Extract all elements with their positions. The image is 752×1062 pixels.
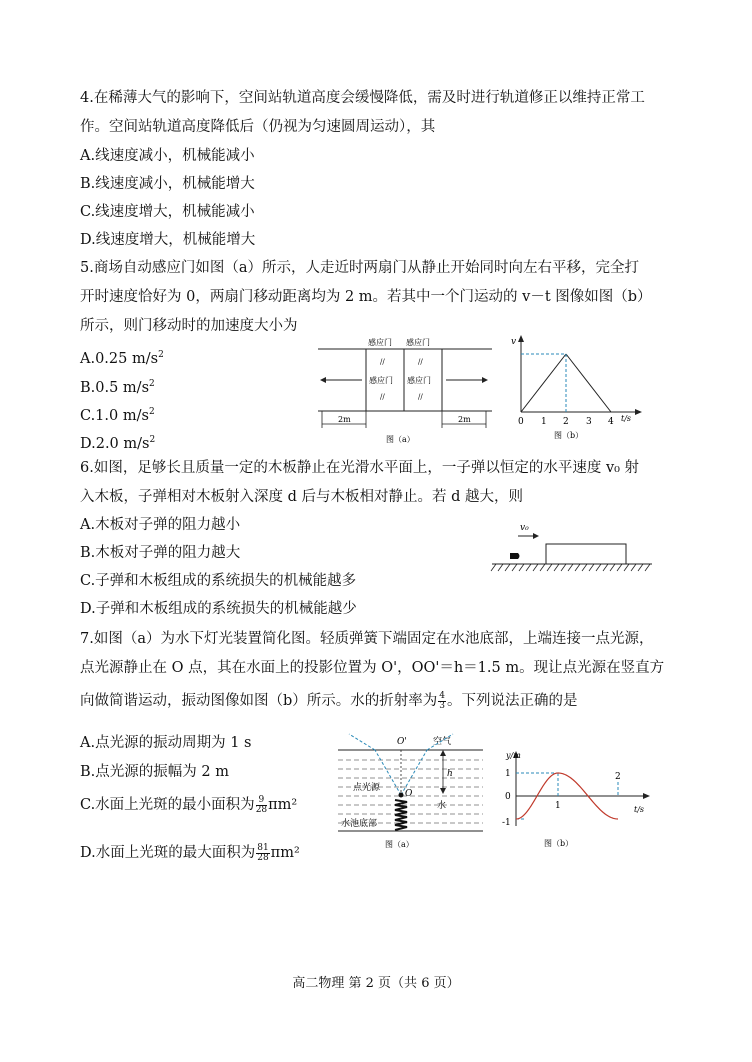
air-label: 空气 [433, 737, 452, 747]
q6-figure [490, 516, 656, 576]
v0-label: v₀ [520, 523, 529, 533]
q7-stem-line1: 7.如图（a）为水下灯光装置简化图。轻质弹簧下端固定在水池底部，上端连接一点光源， [80, 631, 654, 647]
q7-stem-line3: 向做简谐运动，振动图像如图（b）所示。水的折射率为 $\frac{4}{3}$ 。下列说法正确的是 [80, 690, 578, 711]
q7-stem-line2: 点光源静止在 O 点，其在水面上的投影位置为 O'，OO'＝h＝1.5 m。现让点光源在竖直方 [80, 660, 665, 676]
door-top-label-right: 感应门 [406, 338, 430, 347]
q7-fig-a-caption: 图（a） [385, 840, 414, 849]
t-tick-2: 2 [563, 417, 569, 427]
q5-stem-line1: 5.商场自动感应门如图（a）所示，人走近时两扇门从静止开始同时向左右平移，完全打 [80, 260, 639, 276]
option-c-fraction: $\frac{9}{28}$ [255, 794, 268, 815]
hatch-mark [540, 564, 545, 571]
q4-option-a: A.线速度减小，机械能减小 [80, 148, 255, 164]
q6-option-d: D.子弹和木板组成的系统损失的机械能越少 [80, 601, 357, 617]
t-tick-1: 1 [541, 417, 547, 427]
hatch-mark [645, 564, 650, 571]
right-distance-label: 2m [458, 415, 471, 424]
right-door-label: 感应门 [407, 376, 431, 385]
y-tick-0: 0 [505, 792, 511, 802]
t-axis-label: t/s [634, 805, 645, 814]
t-tick-0: 0 [518, 417, 524, 427]
t-tick-3: 3 [586, 417, 592, 427]
ground-hatching [491, 564, 650, 571]
q7-figure-b [486, 748, 656, 852]
hatch-mark [596, 564, 601, 571]
spring [395, 800, 407, 830]
q5-option-d: D.2.0 $m/s^2$ [80, 435, 156, 452]
hatch-mark [526, 564, 531, 571]
q7-option-b: B.点光源的振幅为 2 m [80, 764, 229, 780]
hatch-mark [638, 564, 643, 571]
bullet [510, 553, 520, 559]
hatch-mark [519, 564, 524, 571]
left-distance-label: 2m [338, 415, 351, 424]
water-label: 水 [437, 801, 447, 811]
hatch-mark [547, 564, 552, 571]
hatch-mark [533, 564, 538, 571]
q7-fig-b-caption: 图（b） [544, 839, 574, 848]
hatch-mark [561, 564, 566, 571]
q6-option-c: C.子弹和木板组成的系统损失的机械能越多 [80, 573, 357, 589]
hatch-mark [498, 564, 503, 571]
q4-stem-line2: 作。空间站轨道高度降低后（仍视为匀速圆周运动），其 [80, 119, 436, 135]
y-tick-1: 1 [505, 769, 511, 779]
hatch-mark [582, 564, 587, 571]
door-slash-2: // [418, 358, 423, 366]
y-tick-neg1: -1 [502, 818, 511, 828]
hatch-mark [568, 564, 573, 571]
hatch-mark [575, 564, 580, 571]
left-door-label: 感应门 [369, 376, 393, 385]
x-tick-2: 2 [615, 772, 621, 782]
light-source [399, 793, 404, 798]
hatch-mark [610, 564, 615, 571]
door-slash-4: // [418, 393, 423, 401]
x-tick-1: 1 [555, 801, 561, 811]
q4-option-c: C.线速度增大，机械能减小 [80, 204, 255, 220]
q6-stem-line2: 入木板，子弹相对木板射入深度 d 后与木板相对静止。若 d 越大，则 [80, 489, 523, 505]
decel-segment [566, 354, 611, 412]
q6-option-b: B.木板对子弹的阻力越大 [80, 545, 241, 561]
pool-bottom-label: 水池底部 [341, 819, 378, 829]
hatch-mark [589, 564, 594, 571]
q7-figure-a [335, 732, 487, 852]
door-top-label-left: 感应门 [368, 338, 392, 347]
q6-option-a: A.木板对子弹的阻力越小 [80, 517, 241, 533]
q4-option-b: B.线速度减小，机械能增大 [80, 176, 255, 192]
hatch-mark [631, 564, 636, 571]
hatch-mark [554, 564, 559, 571]
wooden-board [546, 544, 626, 564]
light-source-label: 点光源 [353, 783, 381, 793]
hatch-mark [505, 564, 510, 571]
q5-stem-line3: 所示，则门移动时的加速度大小为 [80, 318, 298, 334]
refracted-ray-left [349, 734, 375, 750]
o-label: O [405, 789, 413, 799]
door-slash-3: // [380, 393, 385, 401]
q5-fig-b-caption: 图（b） [554, 431, 584, 440]
q7-option-c: C.水面上光斑的最小面积为 $\frac{9}{28}$ πm² [80, 794, 298, 815]
refractive-index-fraction: $\frac{4}{3}$ [439, 690, 446, 711]
t-axis-label: t/s [621, 414, 632, 423]
q5-option-c: C.1.0 $m/s^2$ [80, 407, 155, 424]
y-axis-label: y/m [506, 751, 521, 760]
q5-figure-b [508, 332, 646, 444]
hatch-mark [603, 564, 608, 571]
hatch-mark [624, 564, 629, 571]
page-footer: 高二物理 第 2 页（共 6 页） [292, 976, 460, 991]
h-label: h [447, 769, 453, 779]
q7-option-d: D.水面上光斑的最大面积为 $\frac{81}{28}$ πm² [80, 842, 300, 863]
t-tick-4: 4 [608, 417, 614, 427]
hatch-mark [512, 564, 517, 571]
q6-stem-line1: 6.如图，足够长且质量一定的木板静止在光滑水平面上，一子弹以恒定的水平速度 v₀ 射 [80, 460, 640, 476]
hatch-mark [617, 564, 622, 571]
q5-figure-a [316, 336, 494, 448]
q4-stem-line1: 4.在稀薄大气的影响下，空间站轨道高度会缓慢降低，需及时进行轨道修正以维持正常工 [80, 90, 645, 106]
option-d-fraction: $\frac{81}{28}$ [257, 842, 269, 863]
o-prime-label: O' [397, 737, 407, 747]
q5-fig-a-caption: 图（a） [386, 435, 415, 444]
q7-option-a: A.点光源的振动周期为 1 s [80, 735, 252, 751]
q5-option-a: A.0.25 $m/s^2$ [80, 350, 164, 367]
v-axis-label: v [511, 337, 517, 347]
accel-segment [521, 354, 566, 412]
q5-stem-line2: 开时速度恰好为 0，两扇门移动距离均为 2 m。若其中一个门运动的 v－t 图像如图（b） [80, 289, 652, 305]
q4-option-d: D.线速度增大，机械能增大 [80, 232, 256, 248]
door-slash-1: // [380, 358, 385, 366]
q5-option-b: B.0.5 $m/s^2$ [80, 379, 155, 396]
hatch-mark [491, 564, 496, 571]
